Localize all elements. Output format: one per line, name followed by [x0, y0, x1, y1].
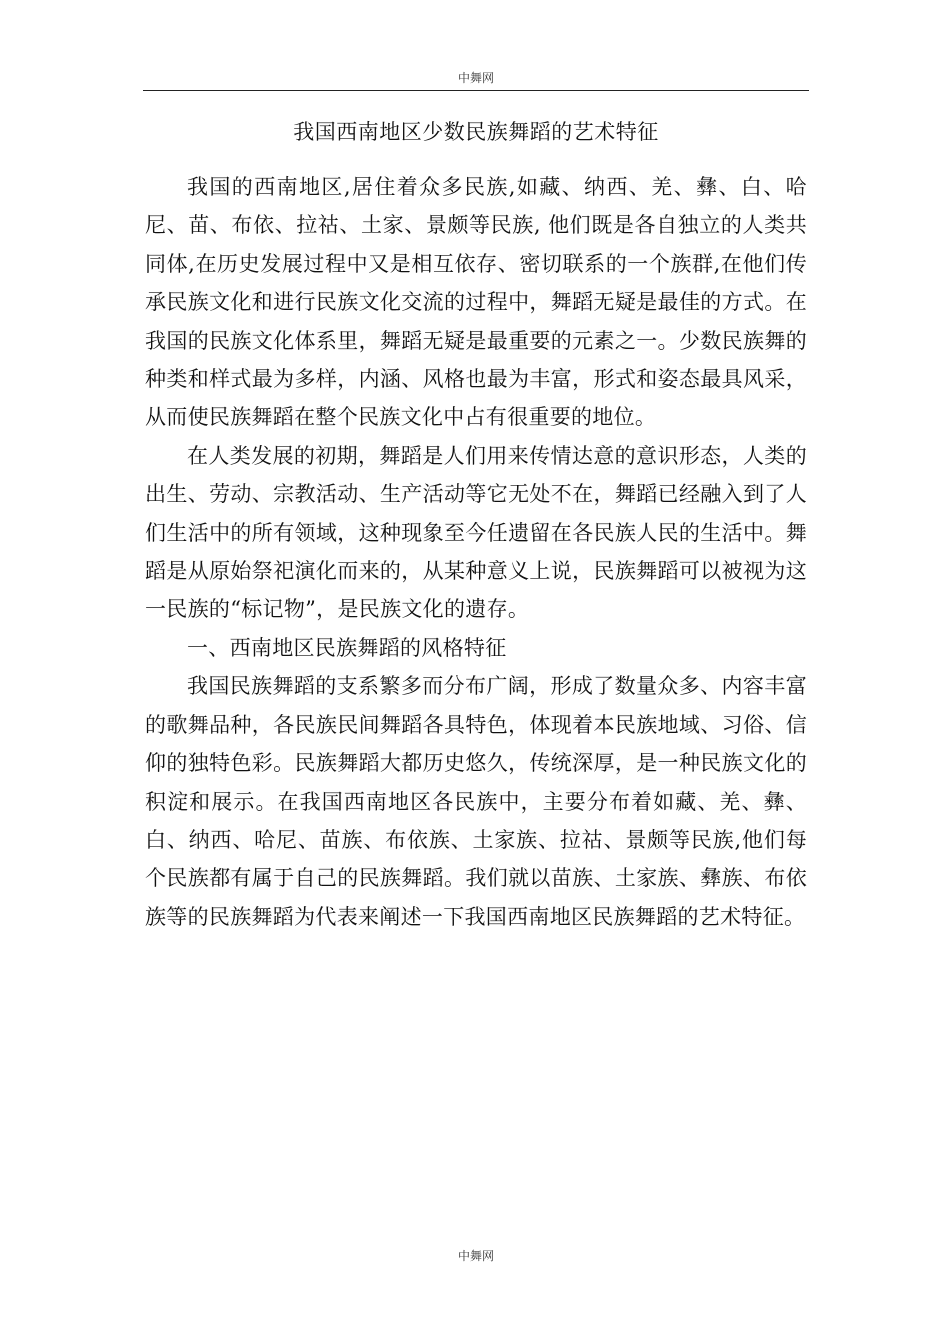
document-body — [145, 168, 807, 936]
page-header: 中舞网 — [143, 68, 809, 91]
paragraph-2: 在人类发展的初期，舞蹈是人们用来传情达意的意识形态，人类的出生、劳动、宗教活动、生产活动等它无处不在，舞蹈已经融入到了人们生活中的所有领域，这种现象至今任遗留在各民族人民的生活中。舞蹈是从原始祭祀演化而来的，从某种意义上说，民族舞蹈可以被视为这一民族的“标记物”，是民族文化的遗存。 — [145, 443, 807, 622]
paragraph-1: 我国的西南地区,居住着众多民族,如藏、纳西、羌、彝、白、哈尼、苗、布依、拉祜、土家、景颇等民族, 他们既是各自独立的人类共同体,在历史发展过程中又是相互依存、密切联系的一个族群,在他们传承民族文化和进行民族文化交流的过程中，舞蹈无疑是最佳的方式。在我国的民族文化体系里，舞蹈无疑是最重要的元素之一。少数民族舞的种类和样式最为多样，内涵、风格也最为丰富，形式和姿态最具风采，从而使民族舞蹈在整个民族文化中占有很重要的地位。 — [145, 175, 807, 430]
page-footer: 中舞网 — [457, 1249, 494, 1263]
document-title: 我国西南地区少数民族舞蹈的艺术特征 — [293, 120, 659, 144]
paragraph-3: 我国民族舞蹈的支系繁多而分布广阔，形成了数量众多、内容丰富的歌舞品种，各民族民间舞蹈各具特色，体现着本民族地域、习俗、信仰的独特色彩。民族舞蹈大都历史悠久，传统深厚，是一种民族文化的积淀和展示。在我国西南地区各民族中，主要分布着如藏、羌、彝、白、纳西、哈尼、苗族、布依族、土家族、拉祜、景颇等民族,他们每个民族都有属于自己的民族舞蹈。我们就以苗族、土家族、彝族、布依族等的民族舞蹈为代表来阐述一下我国西南地区民族舞蹈的艺术特征。 — [145, 674, 807, 929]
section-heading-1: 一、西南地区民族舞蹈的风格特征 — [187, 635, 507, 660]
